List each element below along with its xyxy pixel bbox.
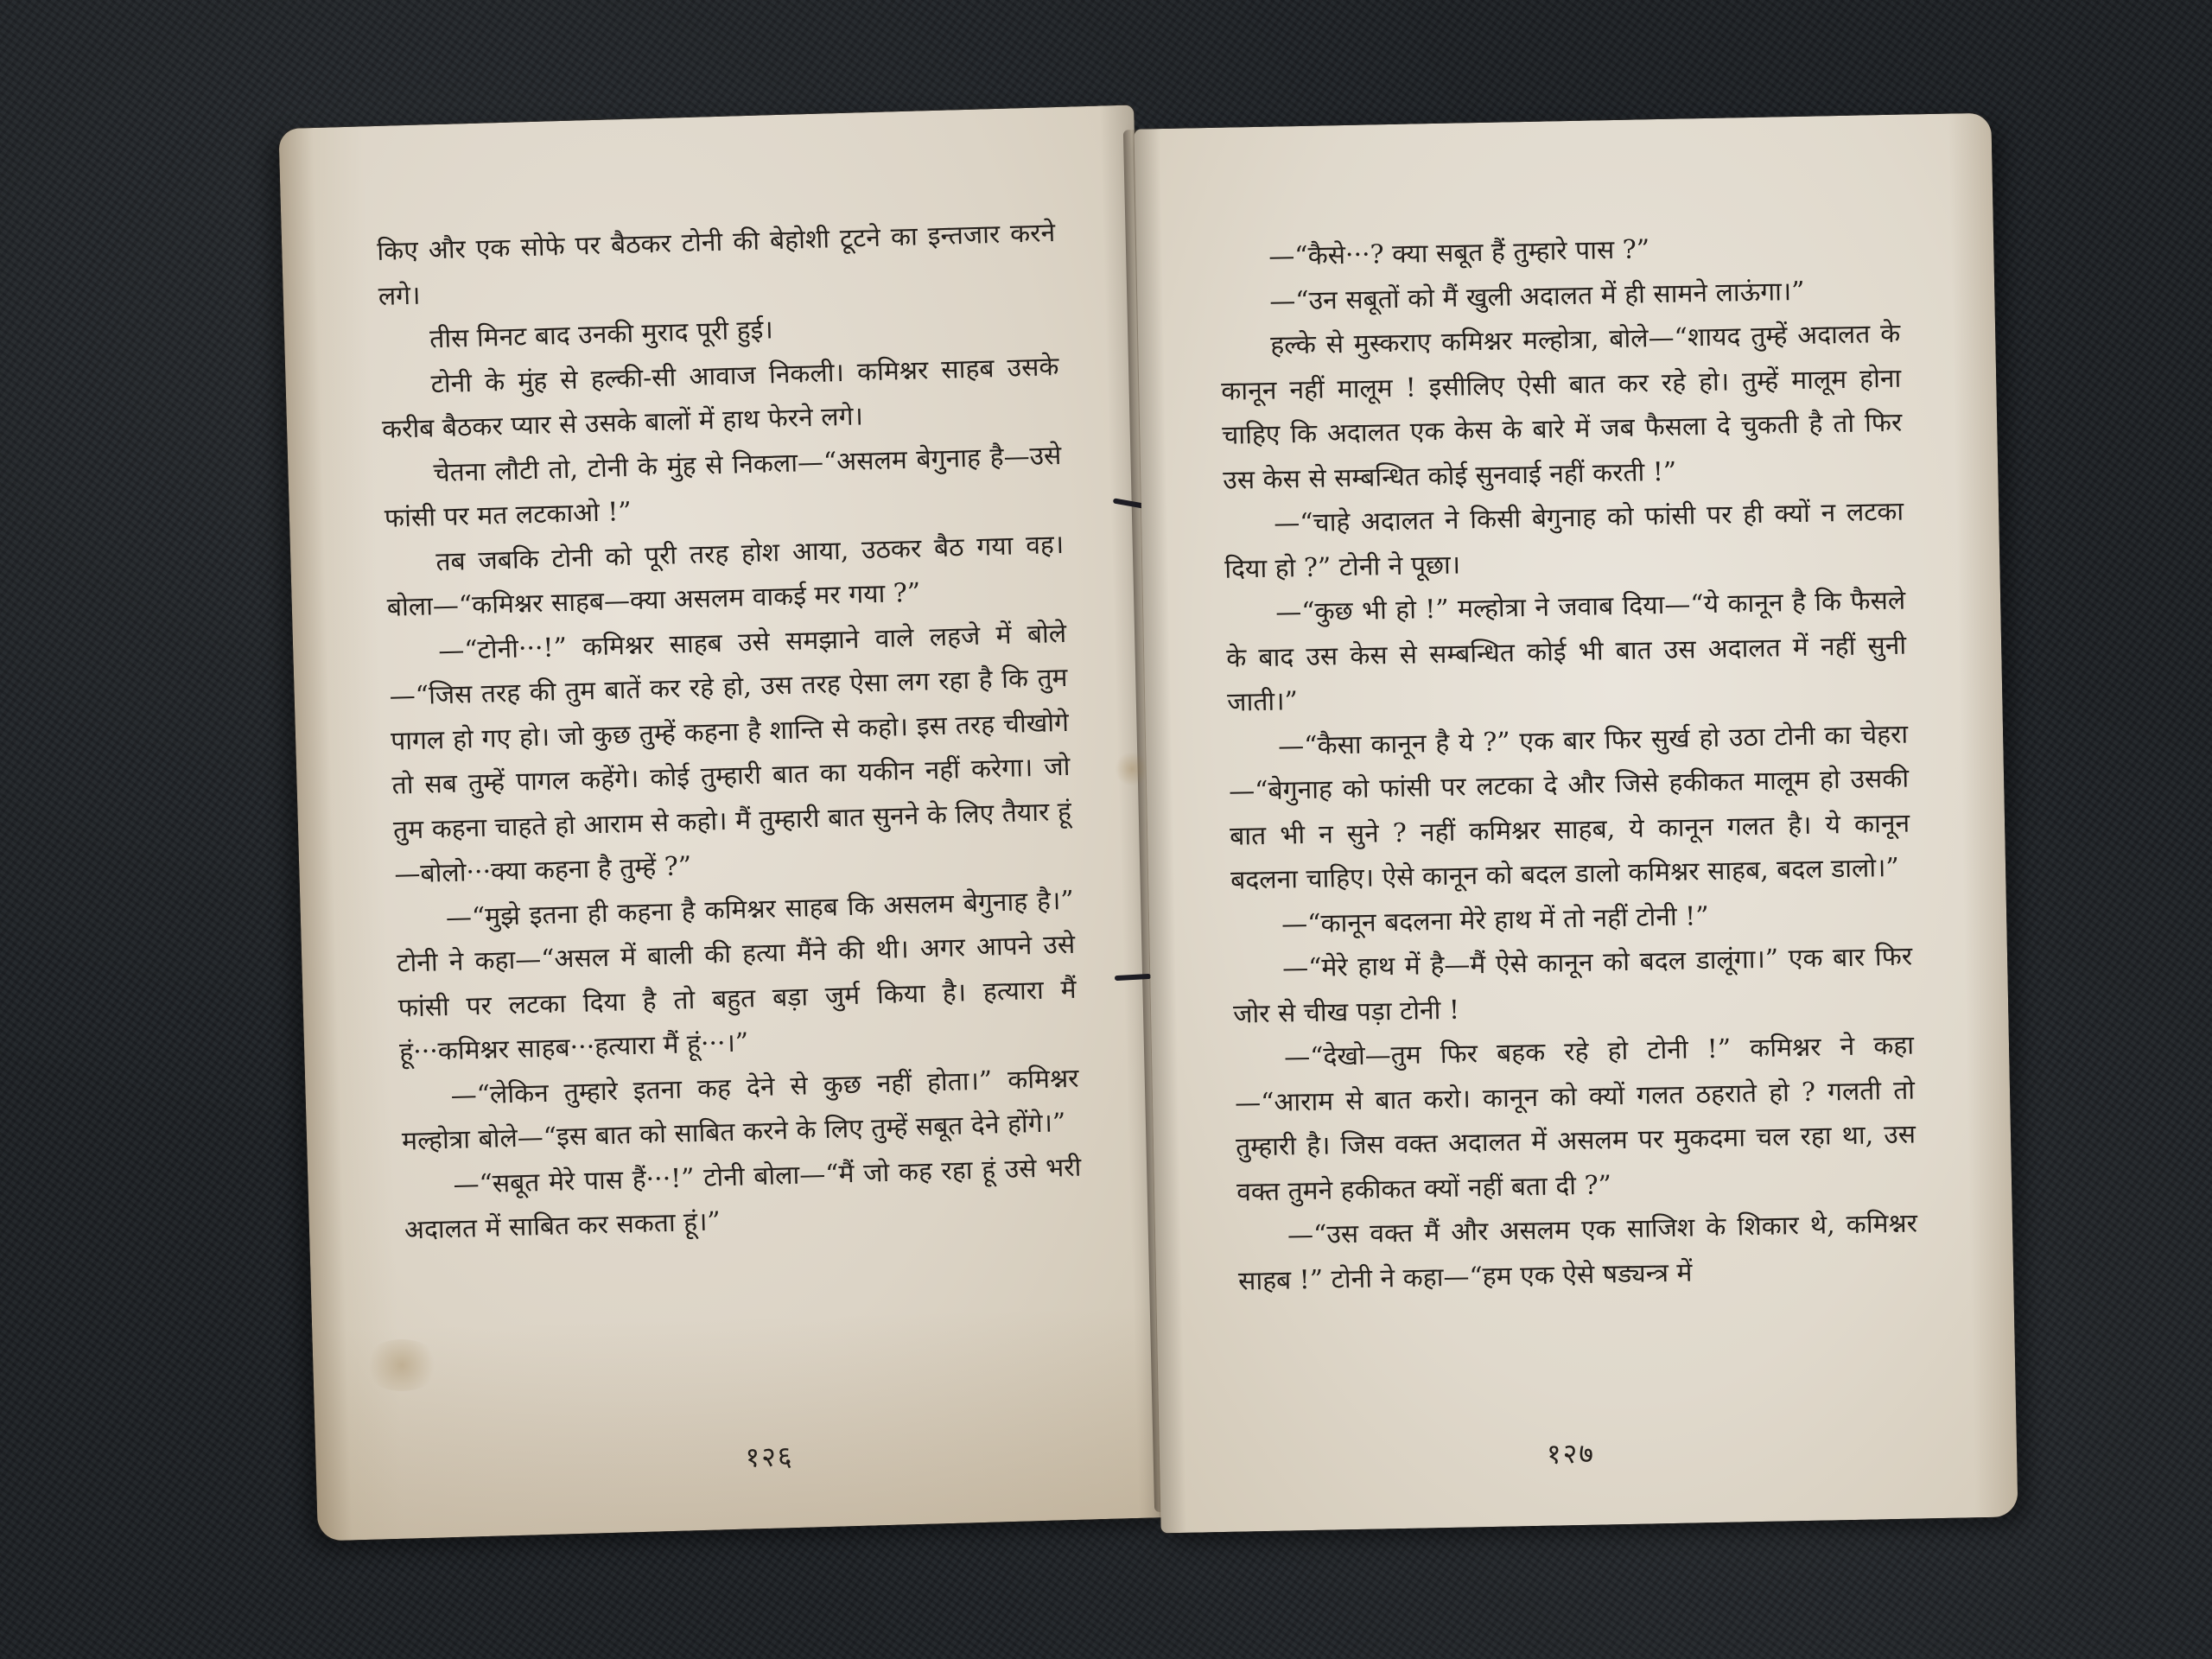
paragraph: —“कुछ भी हो !” मल्होत्रा ने जवाब दिया—“ये कानून है कि फैसले के बाद उस केस से सम्बन्धित कोई भी बात उस अदालत में नहीं सुनी जाती।” bbox=[1225, 585, 1907, 718]
paragraph: चेतना लौटी तो, टोनी के मुंह से निकला—“असलम बेगुनाह है—उसे फांसी पर मत लटकाओ !” bbox=[384, 440, 1062, 534]
page-number: १२७ bbox=[1546, 1436, 1596, 1471]
paragraph: —“देखो—तुम फिर बहक रहे हो टोनी !” कमिश्नर ने कहा—“आराम से बात करो। कानून को क्यों गलत ठहराते हो ? गलती तो तुम्हारी है। जिस वक्त अदालत में असलम पर मुकदमा चल रहा था, उस वक्त तुमने हकीकत क्यों नहीं बता दी ?” bbox=[1234, 1030, 1916, 1208]
left-page-text bbox=[377, 211, 1084, 1253]
page-number: १२६ bbox=[745, 1440, 794, 1474]
paragraph: —“उन सबूतों को मैं खुली अदालत में ही सामने लाऊंगा।” bbox=[1269, 276, 1805, 317]
paragraph: —“सबूत मेरे पास हैं···!” टोनी बोला—“मैं जो कह रहा हूं उसे भरी अदालत में साबित कर सकता हूं।” bbox=[404, 1152, 1082, 1246]
paragraph: —“टोनी···!” कमिश्नर साहब उसे समझाने वाले लहजे में बोले—“जिस तरह की तुम बातें कर रहे हो, उस तरह ऐसा लग रहा है कि तुम पागल हो गए हो। जो कुछ तुम्हें कहना है शान्ति से कहो। इस तरह चीखोगे तो सब तुम्हें पागल कहेंगे। कोई तुम्हारी बात का यकीन नहीं करेगा। जो तुम कहना चाहते हो आराम से कहो। मैं तुम्हारी बात सुनने के लिए तैयार हूं—बोलो···क्या कहना है तुम्हें ?” bbox=[389, 618, 1072, 890]
paragraph: —“कैसा कानून है ये ?” एक बार फिर सुर्ख हो उठा टोनी का चेहरा—“बेगुनाह को फांसी पर लटका दे और जिसे हकीकत मालूम हो उसकी बात भी न सुने ? नहीं कमिश्नर साहब, ये कानून गलत है। ये कानून बदलना चाहिए। ऐसे कानून को बदल डालो कमिश्नर साहब, बदल डालो।” bbox=[1228, 719, 1910, 896]
paragraph: —“लेकिन तुम्हारे इतना कह देने से कुछ नहीं होता।” कमिश्नर मल्होत्रा बोले—“इस बात को साबित करने के लिए तुम्हें सबूत देने होंगे।” bbox=[401, 1063, 1079, 1157]
paper-stain bbox=[1115, 752, 1149, 786]
paragraph: हल्के से मुस्कराए कमिश्नर मल्होत्रा, बोले—“शायद तुम्हें अदालत के कानून नहीं मालूम ! इसीलिए ऐसी बात कर रहे हो। तुम्हें मालूम होना चाहिए कि अदालत एक केस के बारे में जब फैसला दे चुकती है तो फिर उस केस से सम्बन्धित कोई सुनवाई नहीं करती !” bbox=[1220, 318, 1903, 496]
right-page bbox=[1134, 113, 2018, 1534]
paragraph: —“कैसे···? क्या सबूत हैं तुम्हारे पास ?” bbox=[1268, 234, 1650, 272]
right-page-text bbox=[1218, 223, 1919, 1304]
paragraph: तब जबकि टोनी को पूरी तरह होश आया, उठकर बैठ गया वह। बोला—“कमिश्नर साहब—क्या असलम वाकई मर गया ?” bbox=[386, 529, 1065, 623]
paragraph: —“चाहे अदालत ने किसी बेगुनाह को फांसी पर ही क्यों न लटका दिया हो ?” टोनी ने पूछा। bbox=[1224, 496, 1904, 585]
paragraph: —“मुझे इतना ही कहना है कमिश्नर साहब कि असलम बेगुनाह है।” टोनी ने कहा—“असल में बाली की हत्या मैंने की थी। अगर आपने उसे फांसी पर लटका दिया है तो बहुत बड़ा जुर्म किया है। हत्यारा मैं हूं···कमिश्नर साहब···हत्यारा मैं हूं···।” bbox=[396, 885, 1077, 1068]
paragraph: —“उस वक्त मैं और असलम एक साजिश के शिकार थे, कमिश्नर साहब !” टोनी ने कहा—“हम एक ऐसे षड्यन्त्र में bbox=[1237, 1208, 1918, 1297]
paper-stain bbox=[363, 1339, 441, 1391]
paragraph: किए और एक सोफे पर बैठकर टोनी की बेहोशी टूटने का इन्तजार करने लगे। bbox=[376, 218, 1056, 312]
left-page bbox=[278, 105, 1173, 1541]
paragraph: तीस मिनट बाद उनकी मुराद पूरी हुई। bbox=[429, 315, 774, 355]
paragraph: —“मेरे हाथ में है—मैं ऐसे कानून को बदल डालूंगा।” एक बार फिर जोर से चीख पड़ा टोनी ! bbox=[1232, 941, 1913, 1030]
paragraph: टोनी के मुंह से हल्की-सी आवाज निकली। कमिश्नर साहब उसके करीब बैठकर प्यार से उसके बालों में हाथ फेरने लगे। bbox=[381, 351, 1059, 445]
paragraph: —“कानून बदलना मेरे हाथ में तो नहीं टोनी !” bbox=[1281, 900, 1709, 940]
